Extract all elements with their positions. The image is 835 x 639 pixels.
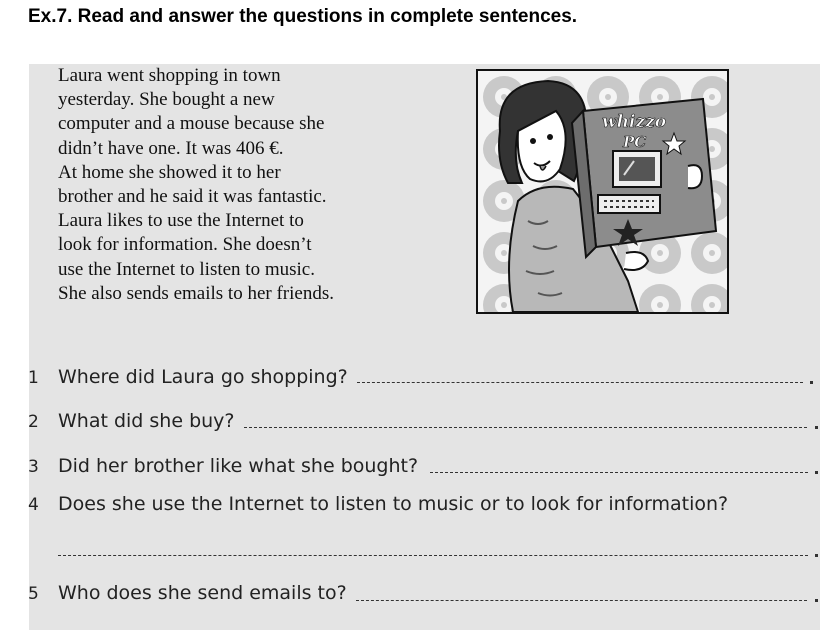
reading-line: use the Internet to listen to music.	[58, 258, 315, 280]
question-text: Did her brother like what she bought?	[58, 455, 419, 477]
answer-line-end	[810, 381, 813, 384]
question-4	[28, 493, 728, 515]
question-1	[28, 366, 348, 388]
reading-line: Laura went shopping in town	[58, 65, 281, 86]
question-number: 5	[28, 584, 39, 604]
answer-line-1[interactable]	[357, 382, 803, 383]
question-number: 3	[28, 457, 39, 477]
reading-text	[58, 64, 418, 306]
answer-line-2[interactable]	[244, 427, 807, 428]
reading-line: brother and he said it was fantastic.	[58, 186, 327, 208]
box-label-pc: PC	[623, 133, 647, 151]
reading-line: didn’t have one. It was 406 €.	[58, 137, 284, 159]
exercise-heading: Ex.7. Read and answer the questions in complete sentences.	[28, 6, 578, 27]
answer-line-end	[815, 599, 818, 602]
question-number: 2	[28, 412, 39, 432]
question-text: What did she buy?	[58, 410, 235, 432]
box-label-whizzo: whizzo	[602, 112, 667, 132]
answer-line-5[interactable]	[356, 600, 807, 601]
question-text: Where did Laura go shopping?	[58, 366, 348, 388]
girl-with-computer-illustration	[476, 69, 729, 314]
question-5	[28, 582, 347, 604]
question-number: 1	[28, 368, 39, 388]
answer-line-4[interactable]	[58, 555, 808, 556]
answer-line-end	[815, 554, 818, 557]
reading-line: computer and a mouse because she	[58, 113, 325, 135]
answer-line-3[interactable]	[430, 472, 808, 473]
reading-line: yesterday. She bought a new	[58, 89, 275, 111]
reading-line: look for information. She doesn’t	[58, 234, 312, 256]
question-number: 4	[28, 495, 39, 515]
reading-line: She also sends emails to her friends.	[58, 282, 334, 304]
answer-line-end	[815, 426, 818, 429]
question-3	[28, 455, 418, 477]
answer-line-end	[815, 471, 818, 474]
reading-line: At home she showed it to her	[58, 161, 281, 183]
reading-line: Laura likes to use the Internet to	[58, 210, 304, 232]
question-text: Does she use the Internet to listen to music or to look for information?	[58, 493, 729, 515]
question-text: Who does she send emails to?	[58, 582, 347, 604]
question-2	[28, 410, 235, 432]
